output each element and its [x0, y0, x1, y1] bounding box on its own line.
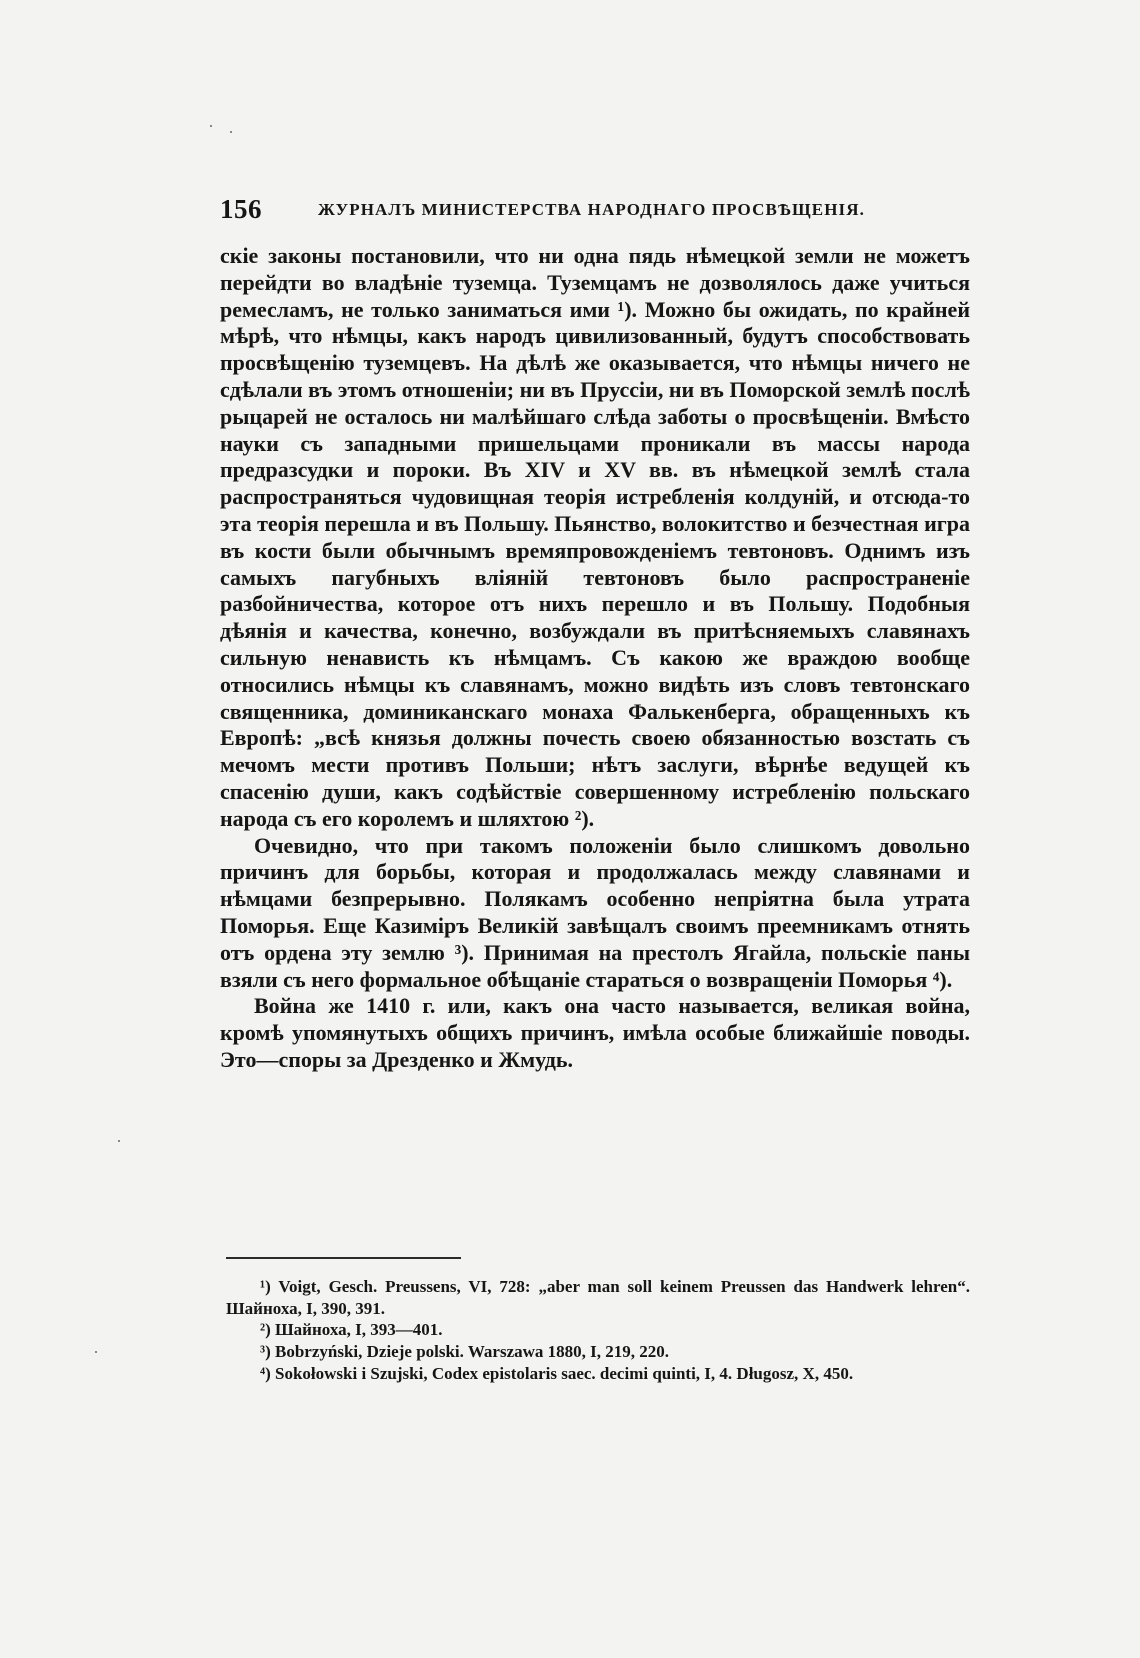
running-title: ЖУРНАЛЪ МИНИСТЕРСТВА НАРОДНАГО ПРОСВѢЩЕНІЯ. [318, 200, 865, 219]
footnote-2: ²) Шайноха, I, 393—401. [260, 1320, 443, 1340]
footnote-3: ³) Bobrzyński, Dzieje polski. Warszawa 1880, I, 219, 220. [260, 1342, 670, 1362]
footnote-1: ¹) Voigt, Gesch. Preussens, VI, 728: „aber man soll keinem Preussen das Handwerk lehren“. Шайноха, I, 390, 391. [226, 1277, 970, 1318]
page-header [220, 194, 970, 230]
footnote-rule [226, 1257, 461, 1259]
scan-speck [95, 1351, 97, 1353]
page-number: 156 [220, 194, 262, 224]
scan-speck [210, 125, 212, 127]
scan-speck [230, 131, 232, 133]
footnote-4: ⁴) Sokołowski i Szujski, Codex epistolaris saec. decimi quinti, I, 4. Długosz, X, 450. [260, 1363, 854, 1383]
body-text [220, 243, 970, 1074]
paragraph-2: Очевидно, что при такомъ положеніи было слишкомъ довольно причинъ для борьбы, которая и продолжалась между славянами и нѣмцами безпрерывно. Полякамъ особенно непріятна была утрата Поморья. Еще Казиміръ Великій завѣщалъ своимъ преемникамъ отнять отъ ордена эту землю ³). Принимая на престолъ Ягайла, польскіе паны взяли съ него формальное обѣщаніе стараться о возвращеніи Поморья ⁴). [220, 832, 970, 992]
footnotes [226, 1276, 970, 1385]
paragraph-3: Война же 1410 г. или, какъ она часто называется, великая война, кромѣ упомянутыхъ общихъ причинъ, имѣла особые ближайшіе поводы. Это—споры за Дрезденко и Жмудь. [220, 993, 970, 1072]
paragraph-1: скіе законы постановили, что ни одна пядь нѣмецкой земли не можетъ перейдти во владѣніе туземца. Туземцамъ не дозволялось даже учиться ремесламъ, не только заниматься ими ¹). Можно бы ожидать, по крайней мѣрѣ, что нѣмцы, какъ народъ цивилизованный, будутъ способствовать просвѣщенію туземцевъ. На дѣлѣ же оказывается, что нѣмцы ничего не сдѣлали въ этомъ отношеніи; ни въ Пруссіи, ни въ Поморской землѣ послѣ рыцарей не осталось ни малѣйшаго слѣда заботы о просвѣщеніи. Вмѣсто науки съ западными пришельцами проникали въ массы народа предразсудки и пороки. Въ XIV и XV вв. въ нѣмецкой землѣ стала распространяться чудовищная теорія истребленія колдуній, и отсюда-то эта теорія перешла и въ Польшу. Пьянство, волокитство и безчестная игра въ кости были обычнымъ времяпровожденіемъ тевтоновъ. Однимъ изъ самыхъ пагубныхъ вліяній тевтоновъ было распространеніе разбойничества, которое отъ нихъ перешло и въ Польшу. Подобныя дѣянія и качества, конечно, возбуждали въ притѣсняемыхъ славянахъ сильную ненависть къ нѣмцамъ. Съ какою же враждою вообще относились нѣмцы къ славянамъ, можно видѣть изъ словъ тевтонскаго священника, доминиканскаго монаха Фалькенберга, обращенныхъ къ Европѣ: „всѣ князья должны почесть своею обязанностью возстать съ мечомъ мести противъ Польши; нѣтъ заслуги, вѣрнѣе ведущей къ спасенію души, какъ содѣйствіе совершенному истребленію польскаго народа съ его королемъ и шляхтою ²). [220, 243, 970, 831]
scan-speck [118, 1140, 120, 1142]
